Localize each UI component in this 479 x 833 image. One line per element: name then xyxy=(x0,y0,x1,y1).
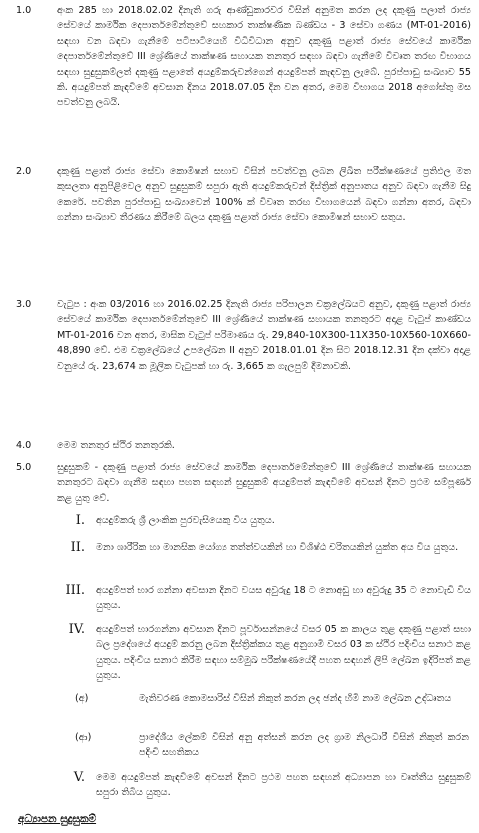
section-text: වැටුප : අංක 03/2016 හා 2016.02.25 දිනැති රාජ්‍ය පරිපාලන චක්‍රලේඛයට අනුව, දකුණු පළාත් රාජ්‍ය සේවයේ කාර්මික දෙපාර්තමේන්තුවේ III ශ්‍රේණියේ තාක්ෂණ සහායක තනතුරට අදාළ වැටුප් කාණ්ඩය MT-01-2016 වන අතර, මාසික වැටුප් පරිමාණය රු. 29,840-10X300-11X350-10X560-10X660-48,890 වේ. එම චක්‍රලේඛයේ උපලේඛන II අනුව 2018.01.01 දින සිට 2018.12.31 දින දක්වා අදාළ වනුයේ රු. 23,674 ක මූලික වැටුපක් හා රු. 3,665 ක ගැලපුම් දීමනාවකි. xyxy=(57,299,471,372)
section-number: 4.0 xyxy=(16,440,32,451)
qualification-text: මනා ශාරීරික හා මානසික යෝග්‍ය තත්ත්වයකින් හා විශිෂ්ඨ චරිතයකින් යුක්ත අය විය යුතුය. xyxy=(96,542,459,553)
qualification-number: V. xyxy=(73,770,85,785)
section-text: අංක 285 හා 2018.02.02 දිනැති ගරු ආණ්ඩුකාරවර විසින් අනුමත කරන ලද දකුණු පලාත් රාජ්‍ය සේවයේ කාර්මික දෙපාර්තමේන්තුවේ සහකාර තාක්ෂණික බණ්ඩය - 3 සේවා ගණය (MT-01-2016) සඳහා වන බඳවා ගැනීමේ පටිපාටියෙහි විධිවිධාන අනුව දකුණු පළාත් රාජ්‍ය සේවයේ කාර්මික දෙපාර්තමේන්තුවේ III ශ්‍රේණියේ තාක්ෂණ සහායක තනතුර සඳහා බඳවා ගැනීමේ විවෘත තරඟ විභාගය සඳහා සුදුසුකම්ලත් දකුණු පළාතේ අයදුම්කරුවන්ගෙන් අයදුම්පත් කැඳවනු ලැබේ. පුරප්පාඩු සංඛ්‍යාව 55 කි. අයදුම්පත් කැඳවීමේ අවසාන දිනය 2018.07.05 දින වන අතර, මෙම විභාගය 2018 අගෝස්තු මස පවත්වනු ලබයි. xyxy=(57,5,471,109)
section-text: දකුණු පළාත් රාජ්‍ය සේවා කොමිෂන් සභාව විසින් පවත්වනු ලබන ලිඛිත පරීක්ෂණයේ ප්‍රතිඵල මත කුසලතා අනුපිළිවෙල අනුව සුදුසුකම් සපුරා ඇති අයදුම්කරුවන් දිස්ත්‍රික් අනුපාතය අනුව බඳවා ගැනීම සිදු කෙරේ. පවතින පුරප්පාඩු සංඛ්‍යාවෙන් 100% ක් විවෘත තරඟ විභාගයෙන් බඳවා ගන්නා අතර, බඳවා ගන්නා සංඛ්‍යාව තීරණය කිරීමේ බලය දකුණු පළාත් රාජ්‍ය සේවා කොමිෂන් සභාව සතුය. xyxy=(57,166,471,224)
qualification-number: III. xyxy=(65,583,85,598)
section-heading: අධ්‍යාපන සුදුසුකම් xyxy=(18,813,97,825)
section-number: 1.0 xyxy=(16,5,32,16)
section-text: සුදුසුකම් - දකුණු පළාත් රාජ්‍ය සේවයේ කාර්මික දෙපාර්තමේන්තුවේ III ශ්‍රේණියේ තාක්ෂණ සහායක තනතුරට බඳවා ගැනීම සඳහා පහත සඳහන් සුදුසුකම් අයදුම්පත් කැඳවීමේ අවසන් දිනට ප්‍රථම සම්පූර්ණ කළ යුතු වේ. xyxy=(57,462,471,504)
section-number: 3.0 xyxy=(16,299,32,310)
document-marker: (අ) xyxy=(75,693,89,704)
document-text: මැතිවරණ කොමසාරිස් විසින් නිකුත් කරන ලද ඡන්ද හිමි නාම ලේඛන උද්ධෘතය xyxy=(139,693,452,704)
section-number: 2.0 xyxy=(16,166,32,177)
qualification-text: මෙම අයදුම්පත් කැඳවීමේ අවසන් දිනට ප්‍රථම පහත සඳහන් අධ්‍යාපන හා වෘත්තීය සුදුසුකම් සපුරා තිබිය යුතුය. xyxy=(96,772,471,799)
qualification-number: I. xyxy=(75,513,85,528)
section-number: 5.0 xyxy=(16,462,32,473)
qualification-number: II. xyxy=(70,540,85,555)
qualification-text: අයදුම්කරු ශ්‍රී ලාංකික පුරවැසියෙකු විය යුතුය. xyxy=(96,515,275,526)
qualification-number: IV. xyxy=(68,622,85,637)
qualification-text: අයදුම්පත් භාර ගන්නා අවසාන දිනට වයස අවුරුදු 18 ට නොඅඩු හා අවුරුදු 35 ට නොවැඩි විය යුතුය. xyxy=(96,585,471,612)
qualification-text: අයදුම්පත් භාරගන්නා අවසාන දිනට පූර්වාසන්නයේ වසර 05 ක කාලය තුළ දකුණු පළාත් සභා බල ප්‍රදේශයේ අයදුම් කරනු ලබන දිස්ත්‍රික්කය තුළ අනුගාමී වසර 03 ක ස්ථිර පදිංචිය සනාථ කළ යුතුය. පදිංචිය සනාථ කිරීම සඳහා සම්මුඛ පරීක්ෂණයේදී පහත සඳහන් ලිපි ලේඛන ඉදිරිපත් කළ යුතුය. xyxy=(96,624,471,682)
document-marker: (ආ) xyxy=(75,732,92,743)
section-text: මෙම තනතුර ස්ථිර තනතුරකි. xyxy=(57,440,175,451)
document-text: ප්‍රාදේශීය ලේකම් විසින් අනු අත්සන් කරන ලද ග්‍රාම නිලධාරී විසින් නිකුත් කරන පදිංචි සහතිකය xyxy=(139,732,469,759)
